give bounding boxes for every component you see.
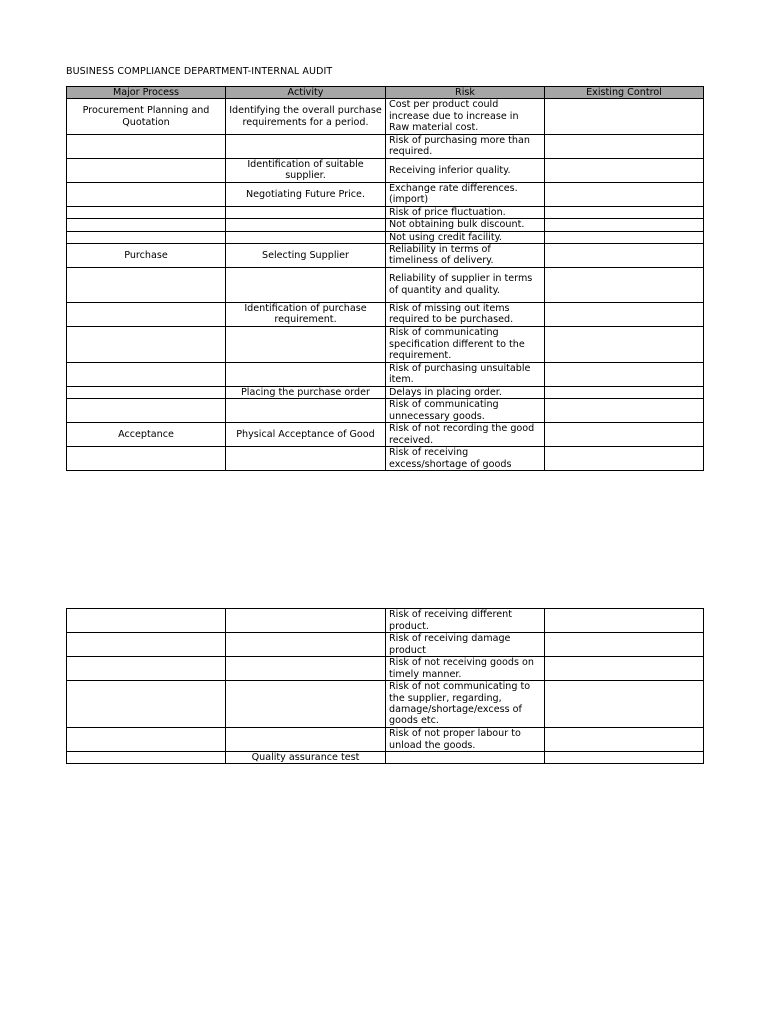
table-row (67, 244, 704, 268)
cell-existing-control (545, 244, 704, 268)
table-row (67, 609, 704, 633)
table-row (67, 728, 704, 752)
table-row (67, 267, 704, 302)
cell-major-process (67, 135, 226, 159)
cell-major-process: Procurement Planning and Quotation (67, 99, 226, 135)
cell-existing-control (545, 681, 704, 728)
cell-risk: Risk of receiving excess/shortage of goods (386, 447, 545, 471)
cell-existing-control (545, 399, 704, 423)
cell-activity: Identification of suitable supplier. (226, 158, 386, 182)
cell-risk: Risk of not communicating to the supplier, regarding, damage/shortage/excess of goods etc. (386, 681, 545, 728)
cell-major-process (67, 633, 226, 657)
cell-major-process (67, 657, 226, 681)
cell-existing-control (545, 362, 704, 386)
table-row (67, 362, 704, 386)
table-header (67, 87, 704, 99)
cell-major-process (67, 182, 226, 206)
table-row (67, 182, 704, 206)
cell-major-process: Acceptance (67, 423, 226, 447)
cell-major-process (67, 728, 226, 752)
header-major-process: Major Process (67, 87, 226, 99)
cell-existing-control (545, 158, 704, 182)
table-row (67, 657, 704, 681)
cell-risk: Reliability in terms of timeliness of delivery. (386, 244, 545, 268)
cell-major-process (67, 609, 226, 633)
cell-existing-control (545, 267, 704, 302)
cell-existing-control (545, 423, 704, 447)
header-risk: Risk (386, 87, 545, 99)
cell-major-process (67, 447, 226, 471)
header-activity: Activity (226, 87, 386, 99)
cell-major-process: Purchase (67, 244, 226, 268)
cell-risk: Risk of communicating unnecessary goods. (386, 399, 545, 423)
cell-existing-control (545, 728, 704, 752)
table-row (67, 633, 704, 657)
cell-activity (226, 267, 386, 302)
cell-activity: Physical Acceptance of Good (226, 423, 386, 447)
cell-existing-control (545, 231, 704, 243)
cell-existing-control (545, 752, 704, 764)
cell-existing-control (545, 206, 704, 218)
cell-existing-control (545, 447, 704, 471)
cell-risk: Risk of price fluctuation. (386, 206, 545, 218)
table-row (67, 158, 704, 182)
cell-risk: Risk of missing out items required to be purchased. (386, 302, 545, 326)
cell-existing-control (545, 182, 704, 206)
cell-existing-control (545, 609, 704, 633)
table-row (67, 135, 704, 159)
cell-major-process (67, 386, 226, 398)
cell-activity: Quality assurance test (226, 752, 386, 764)
cell-major-process (67, 219, 226, 231)
table-row (67, 302, 704, 326)
audit-table-part-1 (66, 86, 704, 471)
cell-risk: Reliability of supplier in terms of quantity and quality. (386, 267, 545, 302)
cell-major-process (67, 326, 226, 362)
cell-major-process (67, 158, 226, 182)
cell-major-process (67, 231, 226, 243)
cell-activity (226, 633, 386, 657)
cell-existing-control (545, 219, 704, 231)
cell-existing-control (545, 326, 704, 362)
table-row (67, 99, 704, 135)
cell-activity (226, 609, 386, 633)
cell-risk: Delays in placing order. (386, 386, 545, 398)
cell-risk: Risk of not receiving goods on timely manner. (386, 657, 545, 681)
cell-existing-control (545, 99, 704, 135)
cell-risk: Cost per product could increase due to increase in Raw material cost. (386, 99, 545, 135)
cell-risk: Risk of receiving different product. (386, 609, 545, 633)
header-existing-control: Existing Control (545, 87, 704, 99)
table-row (67, 399, 704, 423)
cell-existing-control (545, 135, 704, 159)
cell-activity: Identification of purchase requirement. (226, 302, 386, 326)
cell-existing-control (545, 386, 704, 398)
cell-activity (226, 206, 386, 218)
cell-risk: Not obtaining bulk discount. (386, 219, 545, 231)
table-body (67, 609, 704, 764)
cell-activity (226, 681, 386, 728)
cell-risk: Risk of not proper labour to unload the goods. (386, 728, 545, 752)
cell-activity (226, 219, 386, 231)
cell-activity: Negotiating Future Price. (226, 182, 386, 206)
cell-activity (226, 326, 386, 362)
table-body (67, 99, 704, 471)
cell-risk: Risk of communicating specification different to the requirement. (386, 326, 545, 362)
table-row (67, 386, 704, 398)
cell-major-process (67, 681, 226, 728)
cell-activity (226, 231, 386, 243)
table-row (67, 681, 704, 728)
table-row (67, 752, 704, 764)
cell-risk (386, 752, 545, 764)
cell-activity (226, 362, 386, 386)
cell-existing-control (545, 633, 704, 657)
audit-table-part-2 (66, 608, 704, 764)
cell-existing-control (545, 657, 704, 681)
cell-activity: Placing the purchase order (226, 386, 386, 398)
cell-activity: Selecting Supplier (226, 244, 386, 268)
cell-risk: Exchange rate differences.(import) (386, 182, 545, 206)
document-title: BUSINESS COMPLIANCE DEPARTMENT-INTERNAL AUDIT (66, 66, 333, 77)
header-row (67, 87, 704, 99)
cell-major-process (67, 399, 226, 423)
cell-major-process (67, 752, 226, 764)
table-row (67, 423, 704, 447)
cell-existing-control (545, 302, 704, 326)
table-row (67, 231, 704, 243)
cell-activity (226, 135, 386, 159)
cell-risk: Receiving inferior quality. (386, 158, 545, 182)
cell-risk: Risk of not recording the good received. (386, 423, 545, 447)
table-row (67, 219, 704, 231)
cell-risk: Risk of purchasing more than required. (386, 135, 545, 159)
cell-major-process (67, 362, 226, 386)
cell-activity (226, 447, 386, 471)
cell-major-process (67, 206, 226, 218)
cell-risk: Risk of receiving damage product (386, 633, 545, 657)
cell-major-process (67, 267, 226, 302)
cell-activity (226, 657, 386, 681)
table-row (67, 326, 704, 362)
table-row (67, 447, 704, 471)
cell-major-process (67, 302, 226, 326)
cell-risk: Not using credit facility. (386, 231, 545, 243)
cell-risk: Risk of purchasing unsuitable item. (386, 362, 545, 386)
cell-activity (226, 728, 386, 752)
cell-activity: Identifying the overall purchase requirements for a period. (226, 99, 386, 135)
cell-activity (226, 399, 386, 423)
table-row (67, 206, 704, 218)
